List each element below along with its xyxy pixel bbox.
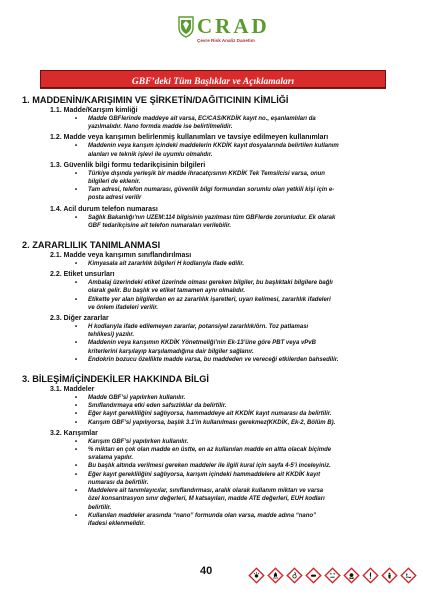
bullet-item: • Sağlık Bakanlığı’nın UZEM:114 bilgisinin yazılması tüm GBFlerde zorunludur. Ek olarak GBF tedarikçisine ait telefon numaraları verilebilir. [88,214,402,230]
bullet-item: • Sınıflandırmaya etki eden safsızlıklar da belirtilir. [88,402,402,410]
bullet-item: • Tam adresi, telefon numarası, güvenlik bilgi formundan sorumlu olan yetkili kişi için e- posta adresi verilir [88,186,402,202]
title-banner [40,70,386,88]
subsection-title: 2.1. Madde veya karışımın sınıflandırılması [50,252,192,260]
subsection-title: 1.3. Güvenlik bilgi formu tedarikçisinin bilgileri [50,161,206,169]
bullet-item: • Karışım GBF’si yapılırken kullanılır. [88,438,402,446]
subsection-title: 1.1. Madde/Karışım kimliği [50,107,138,114]
crad-logo [178,14,268,54]
ghs-oxidizer-icon [286,567,303,584]
ghs-health-hazard-icon [381,567,398,584]
section-heading: 1. MADDENİN/KARIŞIMIN VE ŞİRKETİN/DAĞITICININ KİMLİĞİ [22,95,289,105]
bullet-item: • Kimyasala ait zararlılık bilgileri H kodlarıyla ifade edilir. [88,260,402,268]
bullet-item: • Ambalaj üzerindeki etiket üzerinde olması gereken bilgiler, bu başlıktaki bilgilere bağlı olarak gelir. Bu başlık ve etiket tamamen aynı olmalıdır. [88,279,402,295]
subsection-title: 1.2. Madde veya karışımın belirlenmiş kullanımları ve tavsiye edilmeyen kullanımları [50,134,329,142]
logo-brand: CRAD [197,14,270,38]
ghs-flame-icon [267,567,284,584]
shield-logo-icon [178,16,194,38]
ghs-pictogram-strip [248,567,418,589]
bullet-item: • Maddenin veya karışımın KKDİK Yönetmeliği’nin Ek-13’üne göre PBT veya vPvB kriterlerini karşılayıp karşılamadığına dair bilgiler sağlanır. [88,339,402,355]
ghs-gas-cylinder-icon [305,567,322,584]
subsection-title: 3.1. Maddeler [50,386,95,394]
banner-title: GBF’deki Tüm Başlıklar ve Açıklamaları [131,77,295,87]
bullet-item: • Etikette yer alan bilgilerden en az zararlılık işaretleri, uyarı kelimesi, zararlılık ifadeleri ve önlem ifadeleri verilir. [88,296,402,312]
bullet-list [22,115,402,131]
bullet-list [22,438,402,528]
subsection-title: 1.4. Acil durum telefon numarası [50,205,158,213]
subsection-title: 3.2. Karışımlar [50,429,98,437]
bullet-item: • Karışım GBF’si yapılıyorsa, başlık 3.1’in kullanılması gerekmez(KKDİK, Ek-2, Bölüm B). [88,419,402,427]
page-number: 40 [200,565,213,577]
bullet-list [22,279,402,312]
bullet-item: • Eğer kayıt gerekliliğini sağlıyorsa, karışım içindeki hammaddelere ait KKDİK kayıt numarası da belirtilir. [88,471,402,487]
bullet-item: • Bu başlık altında verilmesi gereken maddeler ile ilgili kural için sayfa 4-5’i inceleyiniz. [88,462,402,470]
document-body [22,94,402,528]
bullet-item: • % miktarı en çok olan madde en üstte, en az kullanılan madde en altta olacak biçimde sıralama yapılır. [88,446,402,462]
bullet-item: • Madde GBFlerinde maddeye ait varsa, EC/CAS/KKDİK kayıt no., eşanlamlıları da yazılmalıdır. Nano formda madde ise belirtilmelidir. [88,115,402,131]
bullet-item: • Madde GBF’si yapılırken kullanılır. [88,394,402,402]
bullet-list [22,323,402,364]
bullet-item: • H kodlarıyla ifade edilemeyen zararlar, potansiyel zararlılık/örn. Toz patlaması tehlikesi) yazılır. [88,323,402,339]
subsection-title: 2.2. Etiket unsurları [50,271,115,279]
ghs-explosive-icon [248,567,265,584]
bullet-item: • Endokrin bozucu özellikte madde varsa, bu maddeden ve vereceği etkilerden bahsedilir. [88,356,402,364]
section-heading: 3. BİLEŞİM/İÇİNDEKİLER HAKKINDA BİLGİ [22,374,209,385]
ghs-skull-icon [343,567,360,584]
ghs-environment-icon [400,567,417,584]
bullet-list [22,260,402,268]
ghs-corrosive-icon [324,567,341,584]
logo-tagline: Çevre Risk Analiz Danetim [197,38,255,43]
bullet-list [22,142,402,158]
ghs-exclamation-icon [362,567,379,584]
bullet-list [22,170,402,203]
bullet-list [22,394,402,427]
bullet-item: • Türkiye dışında yerleşik bir madde ihracatçısının KKDİK Tek Temsilcisi varsa, onun bilgileri de eklenir. [88,170,402,186]
bullet-item: • Eğer kayıt gerekliliğini sağlıyorsa, hammaddeye ait KKDİK kayıt numarası da belirtilir. [88,410,402,418]
bullet-item: • Maddelere ait tanımlayıcılar, sınıflandırması, aralık olarak kullanım miktarı ve varsa özel konsantrasyon sınır değerleri, M katsayıları, madde ATE değerleri, EUH kodları belirtilir. [88,487,402,512]
bullet-item: • Maddenin veya karışım içindeki maddelerin KKDİK kayıt dosyalarında belirtilen kullanım alanları ve teknik işlevi ile uyumlu olmalıdır. [88,142,402,158]
section-heading: 2. ZARARLILIK TANIMLANMASI [22,240,161,251]
bullet-list [22,214,402,230]
subsection-title: 2.3. Diğer zararlar [50,315,109,323]
bullet-item: • Kullanılan maddeler arasında “nano” formunda olan varsa, madde adına “nano” ifadesi eklenmelidir. [88,512,402,528]
